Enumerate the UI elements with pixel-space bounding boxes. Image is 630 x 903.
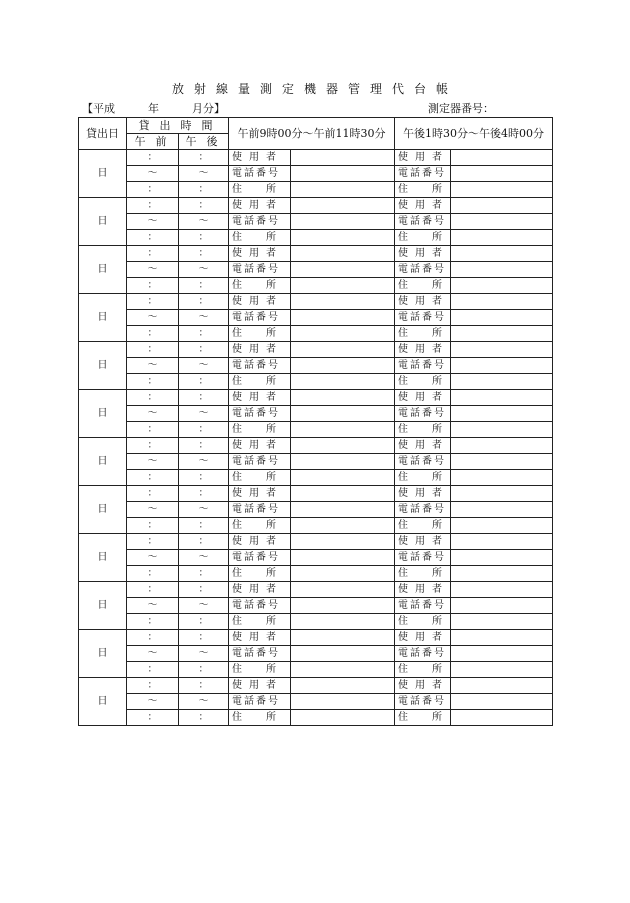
pm-start-time: ： — [179, 246, 229, 262]
afternoon-user-label: 使用者 — [395, 630, 451, 646]
am-range-mark: ～ — [127, 502, 179, 518]
lending-day-cell: 日 — [79, 630, 127, 678]
morning-phone-label: 電話番号 — [229, 598, 291, 614]
morning-phone-value[interactable] — [291, 214, 395, 230]
morning-address-value[interactable] — [291, 230, 395, 246]
pm-start-time: ： — [179, 678, 229, 694]
am-start-time: ： — [127, 294, 179, 310]
afternoon-user-label: 使用者 — [395, 390, 451, 406]
morning-user-value[interactable] — [291, 486, 395, 502]
header-pm: 午後 — [179, 134, 229, 150]
pm-range-mark: ～ — [179, 310, 229, 326]
morning-address-value[interactable] — [291, 326, 395, 342]
afternoon-phone-value[interactable] — [451, 646, 553, 662]
am-start-time: ： — [127, 630, 179, 646]
lending-day-cell: 日 — [79, 534, 127, 582]
header-am: 午前 — [127, 134, 179, 150]
afternoon-address-label: 住所 — [395, 278, 451, 294]
am-end-time: ： — [127, 326, 179, 342]
lending-day-cell: 日 — [79, 294, 127, 342]
afternoon-phone-value[interactable] — [451, 406, 553, 422]
table-row — [79, 310, 553, 326]
am-end-time: ： — [127, 278, 179, 294]
pm-end-time: ： — [179, 710, 229, 726]
am-start-time: ： — [127, 438, 179, 454]
header-row — [82, 100, 552, 116]
lending-day-cell: 日 — [79, 678, 127, 726]
lending-day-cell: 日 — [79, 438, 127, 486]
table-row — [79, 646, 553, 662]
morning-address-label: 住所 — [229, 422, 291, 438]
afternoon-phone-value[interactable] — [451, 598, 553, 614]
morning-address-label: 住所 — [229, 518, 291, 534]
header-lending-time: 貸出時間 — [127, 118, 229, 134]
am-end-time: ： — [127, 518, 179, 534]
morning-phone-value[interactable] — [291, 454, 395, 470]
am-range-mark: ～ — [127, 646, 179, 662]
table-row — [79, 534, 553, 550]
morning-user-label: 使用者 — [229, 582, 291, 598]
morning-user-value[interactable] — [291, 390, 395, 406]
afternoon-phone-label: 電話番号 — [395, 406, 451, 422]
morning-phone-label: 電話番号 — [229, 406, 291, 422]
pm-end-time: ： — [179, 230, 229, 246]
afternoon-phone-value[interactable] — [451, 694, 553, 710]
am-range-mark: ～ — [127, 358, 179, 374]
afternoon-user-value[interactable] — [451, 438, 553, 454]
pm-end-time: ： — [179, 422, 229, 438]
afternoon-phone-value[interactable] — [451, 550, 553, 566]
table-row — [79, 438, 553, 454]
pm-start-time: ： — [179, 198, 229, 214]
morning-phone-value[interactable] — [291, 262, 395, 278]
table-row — [79, 678, 553, 694]
afternoon-user-value[interactable] — [451, 390, 553, 406]
afternoon-user-label: 使用者 — [395, 486, 451, 502]
morning-phone-label: 電話番号 — [229, 502, 291, 518]
table-row — [79, 262, 553, 278]
afternoon-user-value[interactable] — [451, 534, 553, 550]
morning-address-label: 住所 — [229, 710, 291, 726]
header-morning-slot: 午前9時00分～午前11時30分 — [229, 118, 395, 150]
morning-phone-value[interactable] — [291, 166, 395, 182]
morning-address-label: 住所 — [229, 470, 291, 486]
am-end-time: ： — [127, 710, 179, 726]
table-row — [79, 214, 553, 230]
morning-address-value[interactable] — [291, 470, 395, 486]
am-end-time: ： — [127, 662, 179, 678]
afternoon-phone-value[interactable] — [451, 262, 553, 278]
pm-end-time: ： — [179, 614, 229, 630]
morning-user-value[interactable] — [291, 438, 395, 454]
afternoon-user-value[interactable] — [451, 630, 553, 646]
morning-user-value[interactable] — [291, 582, 395, 598]
afternoon-user-value[interactable] — [451, 198, 553, 214]
table-row — [79, 518, 553, 534]
afternoon-user-value[interactable] — [451, 678, 553, 694]
period-label: 【平成 年 月分】 — [82, 102, 225, 115]
morning-phone-value[interactable] — [291, 646, 395, 662]
table-row — [79, 246, 553, 262]
afternoon-user-label: 使用者 — [395, 438, 451, 454]
morning-user-label: 使用者 — [229, 678, 291, 694]
morning-user-value[interactable] — [291, 150, 395, 166]
morning-address-value[interactable] — [291, 710, 395, 726]
ledger-table — [78, 117, 553, 726]
lending-day-cell: 日 — [79, 198, 127, 246]
pm-end-time: ： — [179, 182, 229, 198]
lending-day-cell: 日 — [79, 582, 127, 630]
am-range-mark: ～ — [127, 406, 179, 422]
morning-user-value[interactable] — [291, 678, 395, 694]
pm-start-time: ： — [179, 390, 229, 406]
table-row — [79, 294, 553, 310]
afternoon-address-label: 住所 — [395, 710, 451, 726]
morning-phone-label: 電話番号 — [229, 646, 291, 662]
afternoon-phone-value[interactable] — [451, 166, 553, 182]
morning-address-value[interactable] — [291, 278, 395, 294]
afternoon-phone-label: 電話番号 — [395, 646, 451, 662]
table-row — [79, 470, 553, 486]
lending-day-cell: 日 — [79, 390, 127, 438]
morning-address-label: 住所 — [229, 278, 291, 294]
pm-end-time: ： — [179, 326, 229, 342]
am-range-mark: ～ — [127, 550, 179, 566]
afternoon-user-value[interactable] — [451, 150, 553, 166]
morning-address-value[interactable] — [291, 182, 395, 198]
am-end-time: ： — [127, 230, 179, 246]
morning-user-label: 使用者 — [229, 198, 291, 214]
afternoon-user-value[interactable] — [451, 294, 553, 310]
ledger-body — [79, 150, 553, 726]
morning-user-label: 使用者 — [229, 534, 291, 550]
afternoon-address-label: 住所 — [395, 566, 451, 582]
table-row — [79, 342, 553, 358]
morning-user-label: 使用者 — [229, 630, 291, 646]
afternoon-user-value[interactable] — [451, 486, 553, 502]
morning-address-value[interactable] — [291, 518, 395, 534]
morning-address-label: 住所 — [229, 566, 291, 582]
afternoon-phone-value[interactable] — [451, 214, 553, 230]
afternoon-phone-label: 電話番号 — [395, 598, 451, 614]
afternoon-phone-label: 電話番号 — [395, 502, 451, 518]
page-title: 放射線量測定機器管理代台帳 — [171, 82, 458, 96]
afternoon-phone-label: 電話番号 — [395, 454, 451, 470]
morning-phone-label: 電話番号 — [229, 310, 291, 326]
table-row — [79, 486, 553, 502]
pm-end-time: ： — [179, 566, 229, 582]
morning-phone-value[interactable] — [291, 598, 395, 614]
morning-user-value[interactable] — [291, 630, 395, 646]
afternoon-user-label: 使用者 — [395, 342, 451, 358]
am-start-time: ： — [127, 534, 179, 550]
afternoon-phone-value[interactable] — [451, 502, 553, 518]
table-row — [79, 374, 553, 390]
lending-day-cell: 日 — [79, 246, 127, 294]
table-row — [79, 662, 553, 678]
afternoon-phone-value[interactable] — [451, 310, 553, 326]
am-range-mark: ～ — [127, 310, 179, 326]
pm-range-mark: ～ — [179, 598, 229, 614]
morning-user-label: 使用者 — [229, 294, 291, 310]
afternoon-user-label: 使用者 — [395, 150, 451, 166]
afternoon-phone-value[interactable] — [451, 358, 553, 374]
lending-day-cell: 日 — [79, 486, 127, 534]
morning-phone-label: 電話番号 — [229, 358, 291, 374]
table-row — [79, 326, 553, 342]
morning-phone-value[interactable] — [291, 406, 395, 422]
afternoon-phone-label: 電話番号 — [395, 166, 451, 182]
afternoon-address-label: 住所 — [395, 182, 451, 198]
am-end-time: ： — [127, 614, 179, 630]
pm-start-time: ： — [179, 150, 229, 166]
morning-user-label: 使用者 — [229, 150, 291, 166]
pm-range-mark: ～ — [179, 502, 229, 518]
morning-address-label: 住所 — [229, 662, 291, 678]
morning-address-value[interactable] — [291, 662, 395, 678]
pm-range-mark: ～ — [179, 166, 229, 182]
afternoon-address-label: 住所 — [395, 662, 451, 678]
morning-phone-label: 電話番号 — [229, 550, 291, 566]
am-range-mark: ～ — [127, 214, 179, 230]
morning-user-label: 使用者 — [229, 246, 291, 262]
pm-end-time: ： — [179, 278, 229, 294]
am-end-time: ： — [127, 182, 179, 198]
table-row — [79, 230, 553, 246]
morning-address-value[interactable] — [291, 374, 395, 390]
am-end-time: ： — [127, 566, 179, 582]
morning-phone-label: 電話番号 — [229, 454, 291, 470]
afternoon-phone-label: 電話番号 — [395, 694, 451, 710]
afternoon-phone-label: 電話番号 — [395, 310, 451, 326]
lending-day-cell: 日 — [79, 150, 127, 198]
am-start-time: ： — [127, 198, 179, 214]
am-start-time: ： — [127, 390, 179, 406]
table-row — [79, 182, 553, 198]
morning-phone-value[interactable] — [291, 358, 395, 374]
table-row — [79, 582, 553, 598]
table-row — [79, 454, 553, 470]
afternoon-user-label: 使用者 — [395, 534, 451, 550]
lending-day-cell: 日 — [79, 342, 127, 390]
morning-phone-label: 電話番号 — [229, 694, 291, 710]
morning-user-value[interactable] — [291, 246, 395, 262]
afternoon-phone-label: 電話番号 — [395, 262, 451, 278]
afternoon-phone-label: 電話番号 — [395, 214, 451, 230]
table-row — [79, 150, 553, 166]
table-row — [79, 166, 553, 182]
am-range-mark: ～ — [127, 694, 179, 710]
afternoon-address-label: 住所 — [395, 470, 451, 486]
afternoon-user-label: 使用者 — [395, 678, 451, 694]
am-range-mark: ～ — [127, 166, 179, 182]
am-start-time: ： — [127, 150, 179, 166]
afternoon-phone-label: 電話番号 — [395, 550, 451, 566]
morning-user-label: 使用者 — [229, 342, 291, 358]
morning-phone-value[interactable] — [291, 550, 395, 566]
morning-phone-value[interactable] — [291, 502, 395, 518]
morning-address-label: 住所 — [229, 374, 291, 390]
morning-address-value[interactable] — [291, 566, 395, 582]
pm-start-time: ： — [179, 534, 229, 550]
afternoon-user-label: 使用者 — [395, 294, 451, 310]
am-range-mark: ～ — [127, 598, 179, 614]
header-lending-date: 貸出日 — [79, 118, 127, 150]
afternoon-user-value[interactable] — [451, 342, 553, 358]
pm-start-time: ： — [179, 438, 229, 454]
afternoon-user-value[interactable] — [451, 582, 553, 598]
table-row — [79, 550, 553, 566]
table-row — [79, 406, 553, 422]
afternoon-address-label: 住所 — [395, 230, 451, 246]
morning-user-label: 使用者 — [229, 486, 291, 502]
pm-start-time: ： — [179, 582, 229, 598]
am-start-time: ： — [127, 342, 179, 358]
am-start-time: ： — [127, 678, 179, 694]
pm-range-mark: ～ — [179, 262, 229, 278]
morning-user-value[interactable] — [291, 198, 395, 214]
morning-address-value[interactable] — [291, 614, 395, 630]
afternoon-address-label: 住所 — [395, 326, 451, 342]
afternoon-user-value[interactable] — [451, 246, 553, 262]
pm-end-time: ： — [179, 374, 229, 390]
table-row — [79, 198, 553, 214]
pm-range-mark: ～ — [179, 214, 229, 230]
pm-start-time: ： — [179, 294, 229, 310]
pm-end-time: ： — [179, 662, 229, 678]
am-start-time: ： — [127, 582, 179, 598]
pm-range-mark: ～ — [179, 694, 229, 710]
am-range-mark: ～ — [127, 262, 179, 278]
am-start-time: ： — [127, 486, 179, 502]
pm-range-mark: ～ — [179, 406, 229, 422]
morning-user-value[interactable] — [291, 534, 395, 550]
table-row — [79, 358, 553, 374]
pm-range-mark: ～ — [179, 646, 229, 662]
morning-user-value[interactable] — [291, 294, 395, 310]
morning-address-label: 住所 — [229, 326, 291, 342]
table-row — [79, 710, 553, 726]
pm-start-time: ： — [179, 486, 229, 502]
morning-phone-label: 電話番号 — [229, 262, 291, 278]
morning-address-value[interactable] — [291, 422, 395, 438]
afternoon-address-label: 住所 — [395, 518, 451, 534]
pm-range-mark: ～ — [179, 550, 229, 566]
pm-end-time: ： — [179, 518, 229, 534]
pm-range-mark: ～ — [179, 454, 229, 470]
table-row — [79, 614, 553, 630]
afternoon-user-label: 使用者 — [395, 198, 451, 214]
table-row — [79, 502, 553, 518]
morning-phone-label: 電話番号 — [229, 214, 291, 230]
afternoon-address-label: 住所 — [395, 422, 451, 438]
am-end-time: ： — [127, 470, 179, 486]
morning-user-label: 使用者 — [229, 438, 291, 454]
afternoon-address-label: 住所 — [395, 614, 451, 630]
am-end-time: ： — [127, 422, 179, 438]
pm-end-time: ： — [179, 470, 229, 486]
morning-phone-label: 電話番号 — [229, 166, 291, 182]
am-range-mark: ～ — [127, 454, 179, 470]
morning-user-label: 使用者 — [229, 390, 291, 406]
morning-address-label: 住所 — [229, 614, 291, 630]
afternoon-user-label: 使用者 — [395, 582, 451, 598]
pm-start-time: ： — [179, 630, 229, 646]
am-end-time: ： — [127, 374, 179, 390]
table-row — [79, 694, 553, 710]
header-afternoon-slot: 午後1時30分～午後4時00分 — [395, 118, 553, 150]
morning-address-label: 住所 — [229, 182, 291, 198]
morning-address-label: 住所 — [229, 230, 291, 246]
afternoon-user-label: 使用者 — [395, 246, 451, 262]
device-number-label: 測定器番号： — [428, 102, 494, 115]
afternoon-phone-label: 電話番号 — [395, 358, 451, 374]
afternoon-phone-value[interactable] — [451, 454, 553, 470]
pm-range-mark: ～ — [179, 358, 229, 374]
table-row — [79, 566, 553, 582]
pm-start-time: ： — [179, 342, 229, 358]
morning-phone-value[interactable] — [291, 694, 395, 710]
morning-phone-value[interactable] — [291, 310, 395, 326]
table-row — [79, 598, 553, 614]
table-row — [79, 630, 553, 646]
am-start-time: ： — [127, 246, 179, 262]
table-row — [79, 278, 553, 294]
table-row — [79, 390, 553, 406]
table-row — [79, 422, 553, 438]
morning-user-value[interactable] — [291, 342, 395, 358]
afternoon-address-label: 住所 — [395, 374, 451, 390]
